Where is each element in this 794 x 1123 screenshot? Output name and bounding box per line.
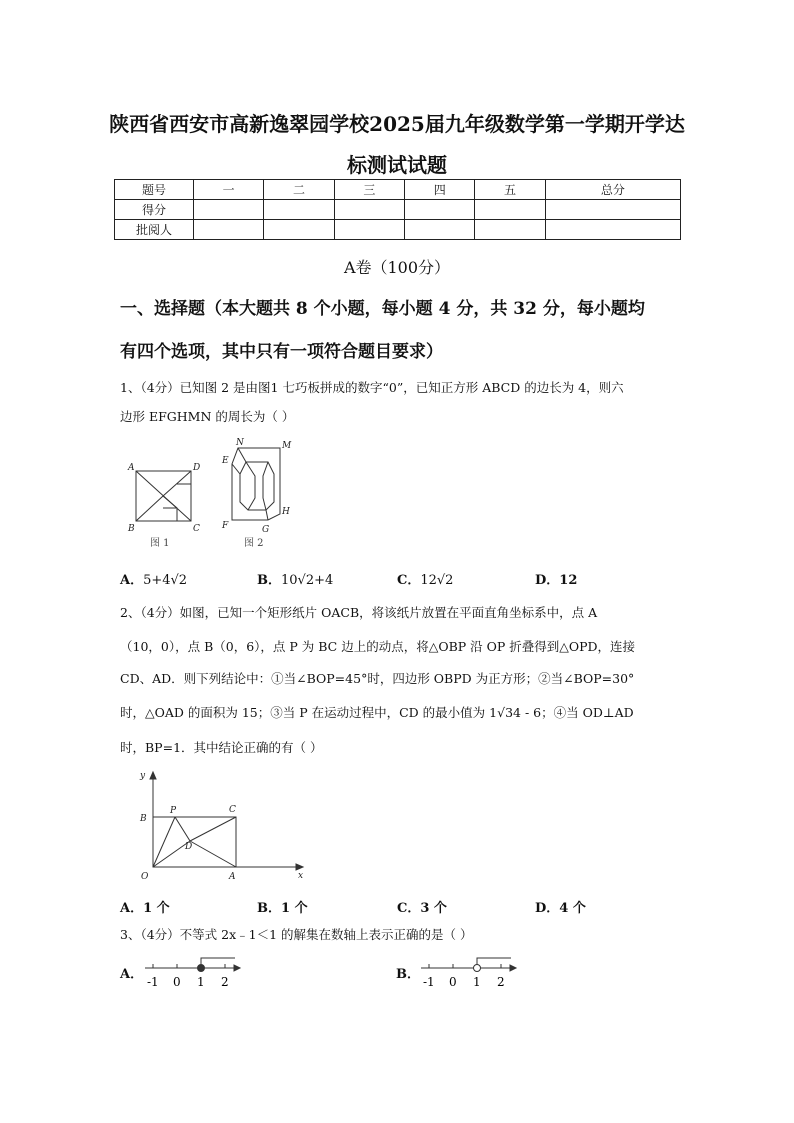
q2-option-b[interactable] <box>257 897 308 916</box>
option-letter: B． <box>257 901 281 916</box>
fig1-label-d: D <box>193 463 201 473</box>
score-row-label: 得分 <box>115 200 194 220</box>
option-letter: C． <box>397 901 421 916</box>
option-letter: D． <box>535 901 560 916</box>
part1-heading-line-2: 有四个选项，其中只有一项符合题目要求） <box>120 342 443 362</box>
tick-label: 2 <box>221 975 229 989</box>
score-cell[interactable] <box>545 220 680 240</box>
score-table-header: 总分 <box>545 180 680 200</box>
fig2-caption: 图 2 <box>244 538 264 549</box>
score-cell[interactable] <box>334 220 404 240</box>
point-label-d: D <box>185 842 193 852</box>
axis-label-y: y <box>140 771 146 781</box>
score-cell[interactable] <box>545 200 680 220</box>
score-table-row <box>115 200 681 220</box>
score-cell[interactable] <box>475 220 545 240</box>
rectangle-oacb <box>153 817 236 867</box>
score-table-header: 五 <box>475 180 545 200</box>
document-title-line-1: 陕西省西安市高新逸翠园学校2025届九年级数学第一学期开学达 <box>109 112 685 136</box>
score-table-header: 四 <box>405 180 475 200</box>
q2-text-line-1: 2、（4分）如图，已知一个矩形纸片 OACB，将该纸片放置在平面直角坐标系中，点 A <box>120 605 598 620</box>
tick-label: -1 <box>423 975 435 989</box>
q2-option-a[interactable] <box>120 897 170 916</box>
q3-option-b-letter[interactable]: B． <box>396 967 420 982</box>
q1-figures <box>118 436 318 556</box>
q3-option-a-letter[interactable]: A． <box>120 967 144 982</box>
document-title-line-2: 标测试试题 <box>347 153 447 177</box>
q2-coordinate-figure <box>128 766 313 886</box>
q1-text-line-2: 边形 EFGHMN 的周长为（ ） <box>120 409 295 424</box>
score-cell[interactable] <box>475 200 545 220</box>
score-cell[interactable] <box>264 200 334 220</box>
q1-option-d[interactable] <box>535 569 577 588</box>
score-cell[interactable] <box>264 220 334 240</box>
fig2-label-m: M <box>282 441 292 451</box>
tick-label: 1 <box>197 975 205 989</box>
tangram-figure-1 <box>136 471 191 521</box>
point-label-p: P <box>170 806 177 816</box>
q2-text-line-5: 时，BP=1．其中结论正确的有（ ） <box>120 740 323 755</box>
score-cell[interactable] <box>405 200 475 220</box>
fig1-caption: 图 1 <box>150 538 170 549</box>
score-cell[interactable] <box>194 220 264 240</box>
score-table-row <box>115 220 681 240</box>
q3-option-b-number-line[interactable] <box>416 955 526 990</box>
q1-option-a[interactable] <box>120 569 187 588</box>
fig2-label-h: H <box>282 507 290 517</box>
tick-label: 2 <box>497 975 505 989</box>
score-cell[interactable] <box>194 200 264 220</box>
tick-label: 1 <box>473 975 481 989</box>
q2-text-line-3: CD、AD．则下列结论中：①当∠BOP=45°时，四边形 OBPD 为正方形；②当∠BOP=30° <box>120 671 635 686</box>
section-a-heading: A卷（100分） <box>343 258 451 277</box>
q2-option-c[interactable] <box>397 897 447 916</box>
score-table-header-row <box>115 180 681 200</box>
fig2-label-f: F <box>222 521 229 531</box>
q1-option-b[interactable] <box>257 569 333 588</box>
point-label-o: O <box>141 872 149 882</box>
fig1-label-b: B <box>128 524 135 534</box>
q3-text-line-1: 3、（4分）不等式 2x﹣1＜1 的解集在数轴上表示正确的是（ ） <box>120 927 473 942</box>
score-table-header: 题号 <box>115 180 194 200</box>
q2-option-d[interactable] <box>535 897 586 916</box>
option-letter: B． <box>257 573 281 588</box>
q1-text-line-1: 1、（4分）已知图 2 是由图1 七巧板拼成的数字“0”，已知正方形 ABCD 的边长为 4，则六 <box>120 380 624 395</box>
score-cell[interactable] <box>334 200 404 220</box>
option-letter: C． <box>397 573 421 588</box>
score-table <box>114 179 681 240</box>
q1-option-c[interactable] <box>397 569 453 588</box>
tick-label: 0 <box>449 975 457 989</box>
option-letter: A． <box>120 573 144 588</box>
option-value: 1 个 <box>143 901 170 916</box>
fig2-label-g: G <box>262 525 270 535</box>
solid-endpoint-dot <box>198 965 205 972</box>
option-value: 12√2 <box>420 573 454 588</box>
point-label-a: A <box>229 872 236 882</box>
score-table-header: 三 <box>334 180 404 200</box>
hollow-endpoint-dot <box>474 965 481 972</box>
score-cell[interactable] <box>405 220 475 240</box>
point-label-c: C <box>229 805 236 815</box>
tick-label: 0 <box>173 975 181 989</box>
q3-option-a-number-line[interactable] <box>140 955 250 990</box>
fig1-label-c: C <box>193 524 200 534</box>
tangram-figure-2 <box>232 448 280 520</box>
fig1-label-a: A <box>128 463 135 473</box>
q1-options <box>120 569 680 589</box>
option-letter: D． <box>535 573 560 588</box>
q2-options <box>120 897 680 917</box>
part1-heading-line-1: 一、选择题（本大题共 8 个小题，每小题 4 分，共 32 分，每小题均 <box>120 299 645 319</box>
option-value: 3 个 <box>420 901 447 916</box>
option-value: 4 个 <box>559 901 586 916</box>
fig2-label-e: E <box>222 456 229 466</box>
score-table-header: 一 <box>194 180 264 200</box>
q2-text-line-2: （10，0），点 B（0，6），点 P 为 BC 边上的动点，将△OBP 沿 OP 折叠得到△OPD，连接 <box>120 639 636 654</box>
fig2-label-n: N <box>236 438 244 448</box>
score-row-label: 批阅人 <box>115 220 194 240</box>
option-value: 10√2+4 <box>281 573 334 588</box>
option-letter: A． <box>120 901 144 916</box>
score-table-header: 二 <box>264 180 334 200</box>
axis-label-x: x <box>298 871 304 881</box>
option-value: 1 个 <box>281 901 308 916</box>
tick-label: -1 <box>147 975 159 989</box>
q2-text-line-4: 时，△OAD 的面积为 15；③当 P 在运动过程中，CD 的最小值为 1√34 - 6；④当 OD⊥AD <box>120 705 634 720</box>
option-value: 5+4√2 <box>143 573 188 588</box>
option-value: 12 <box>559 573 578 588</box>
point-label-b: B <box>140 814 147 824</box>
